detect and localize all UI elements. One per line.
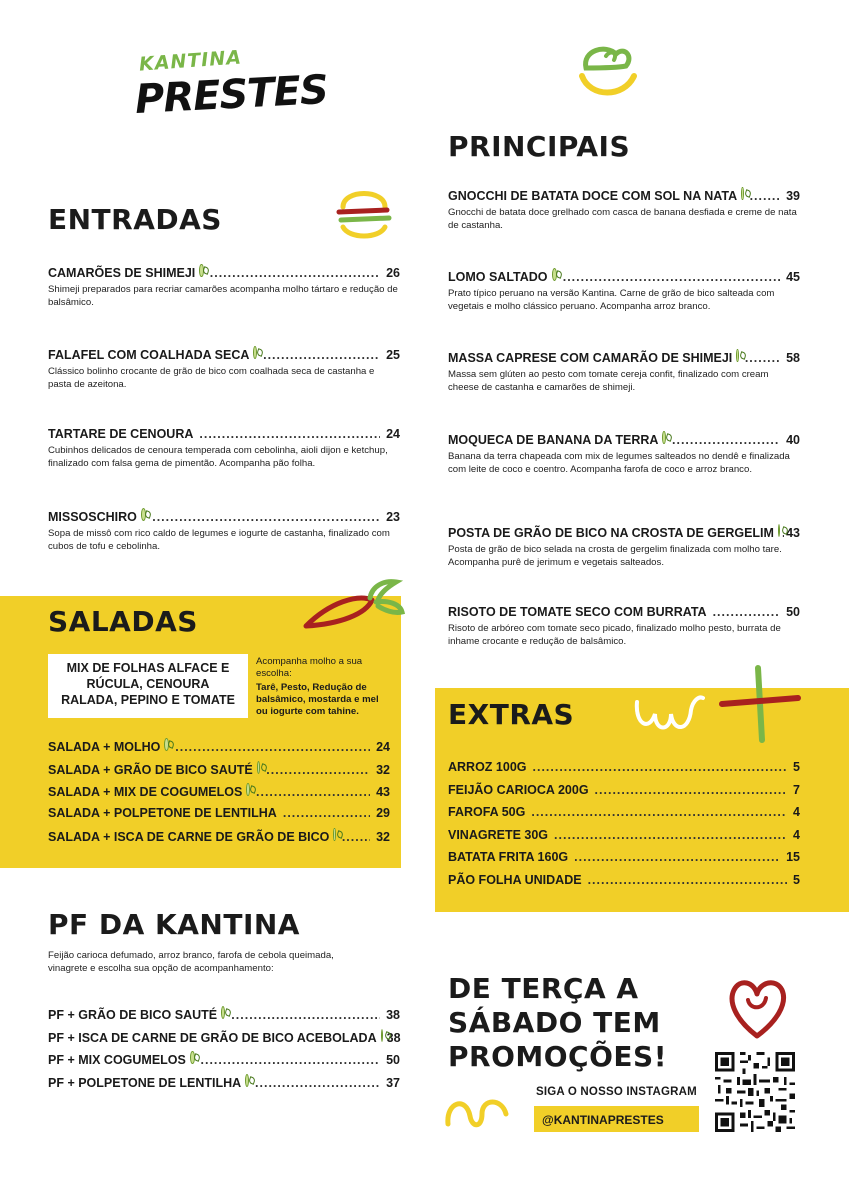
item-description: Sopa de missô com rico caldo de legumes e iogurte de castanha, finalizado com cubos de tofu e cebolinha. [48,528,390,552]
burger-doodle-icon [335,185,393,243]
item-name: PF + POLPETONE DE LENTILHA [48,1075,242,1090]
vegan-leaf-icon [221,1006,225,1019]
item-price: 38 [386,1030,401,1045]
item-description: Risoto de arbóreo com tomate seco picado, finalizado molho pesto, burrata de inhame crocante e redução de balsâmico. [448,623,781,647]
entradas-item-1 [48,264,400,309]
item-price: 50 [786,605,800,619]
extras-item-4 [448,828,800,851]
principais-item-4 [448,431,800,476]
item-price: 32 [376,762,390,777]
item-name: ARROZ 100G [448,760,527,774]
instagram-handle[interactable] [534,1106,699,1132]
vegan-leaf-icon [741,187,743,200]
extras-item-3 [448,805,800,828]
item-description: Posta de grão de bico selada na crosta de gergelim finalizada com molho tare. Acompanha purê de jerimum e vegetais salteados. [448,544,782,568]
item-name: BATATA FRITA 160G [448,850,569,864]
item-price: 5 [793,872,800,887]
entradas-item-3 [48,427,400,470]
item-price: 4 [793,805,800,819]
vegan-leaf-icon [253,346,257,359]
pf-item-3 [48,1051,400,1074]
item-price: 38 [386,1008,400,1022]
saladas-item-2 [48,761,390,784]
saladas-base-text: MIX DE FOLHAS ALFACE E RÚCULA, CENOURA RALADA, PEPINO E TOMATE [61,661,235,707]
saladas-note [256,656,390,718]
qr-code-icon[interactable] [715,1052,795,1132]
saladas-item-1 [48,738,390,761]
item-price: 32 [376,830,390,844]
item-price: 7 [793,782,800,797]
vegan-leaf-icon [662,431,666,444]
item-price: 4 [793,827,800,842]
saladas-item-5 [48,828,390,851]
brand-logo-top: KANTINA [138,46,243,76]
item-name: FEIJÃO CARIOCA 200G [448,782,589,797]
item-name: SALADA + MIX DE COGUMELOS [48,785,243,799]
vegan-leaf-icon [381,1029,383,1042]
plus-doodle-icon [718,664,802,744]
item-name: MASSA CAPRESE COM CAMARÃO DE SHIMEJI [448,351,733,365]
entradas-item-2 [48,346,400,391]
brand-logo-bottom: PRESTES [133,66,329,124]
vegan-leaf-icon [333,828,335,841]
item-name: SALADA + MOLHO [48,740,161,754]
vegan-leaf-icon [246,783,250,796]
item-name: MOQUECA DE BANANA DA TERRA [448,433,659,447]
instagram-handle-text: @KANTINAPRESTES [542,1113,664,1127]
item-name: PF + ISCA DE CARNE DE GRÃO DE BICO ACEBOLADA [48,1030,377,1045]
item-name: TARTARE DE CENOURA [48,427,194,441]
extras-item-5 [448,850,800,873]
pf-title: PF DA KANTINA [48,908,300,941]
item-name: SALADA + POLPETONE DE LENTILHA [48,805,277,820]
item-name: VINAGRETE 30G [448,827,549,842]
vegan-leaf-icon [257,761,261,774]
item-description: Banana da terra chapeada com mix de legumes salteados no dendê e finalizada com leite de coco e coentro. Acompanha farofa de coco e arroz branco. [448,451,790,475]
item-description: Shimeji preparados para recriar camarões acompanha molho tártaro e redução de balsâmico. [48,284,398,308]
item-price: 26 [386,266,400,280]
item-name: GNOCCHI DE BATATA DOCE COM SOL NA NATA [448,189,738,203]
principais-item-3 [448,349,800,394]
principais-title: PRINCIPAIS [448,130,631,163]
item-price: 29 [376,805,390,820]
vegan-leaf-icon [164,738,169,751]
heart-doodle-icon [726,976,788,1042]
item-price: 39 [786,189,800,203]
vegan-leaf-icon [552,268,557,281]
promo-headline [448,972,667,1074]
saladas-note-intro: Acompanha molho a sua escolha: [256,656,363,679]
squiggle-doodle-icon [442,1092,512,1136]
vegan-leaf-icon [245,1074,249,1087]
item-description: Prato típico peruano na versão Kantina. Carne de grão de bico salteada com vegetais e molho clássico peruano. Acompanha arroz branco. [448,288,775,312]
item-price: 40 [786,433,800,447]
principais-item-6 [448,605,800,648]
pf-item-4 [48,1074,400,1097]
carrot-doodle-icon [300,574,410,634]
pf-item-2 [48,1029,400,1052]
principais-item-1 [448,187,800,232]
saladas-title: SALADAS [48,605,198,638]
vegan-leaf-icon [199,264,204,277]
extras-item-1 [448,760,800,783]
entradas-title: ENTRADAS [48,203,222,236]
vegan-leaf-icon [190,1051,195,1064]
promo-line-2: SÁBADO TEM [448,1006,661,1039]
item-name: PÃO FOLHA UNIDADE [448,872,582,887]
saladas-note-options: Tarê, Pesto, Redução de balsâmico, mostarda e mel ou iogurte com tahine. [256,682,379,717]
saladas-item-3 [48,783,390,806]
principais-item-2 [448,268,800,313]
promo-line-3: PROMOÇÕES! [448,1040,667,1073]
item-price: 43 [376,785,390,799]
vegan-leaf-icon [141,508,146,521]
item-name: PF + MIX COGUMELOS [48,1053,186,1067]
extras-item-6 [448,873,800,896]
item-price: 37 [386,1075,400,1090]
item-description: Cubinhos delicados de cenoura temperada com cebolinha, aioli dijon e ketchup, finalizado com falsa gema de pimentão. Acompanha pão folha. [48,445,388,469]
brand-logo [133,46,329,135]
item-name: SALADA + GRÃO DE BICO SAUTÉ [48,762,253,777]
principais-item-5 [448,524,800,569]
item-name: POSTA DE GRÃO DE BICO NA CROSTA DE GERGELIM [448,526,774,540]
item-price: 24 [376,740,390,754]
item-name: FALAFEL COM COALHADA SECA [48,348,250,362]
item-name: LOMO SALTADO [448,270,548,284]
saladas-item-4 [48,806,390,829]
saladas-list [48,738,390,851]
entradas-item-4 [48,508,400,553]
item-name: CAMARÕES DE SHIMEJI [48,266,196,280]
item-name: PF + GRÃO DE BICO SAUTÉ [48,1008,218,1022]
vegan-leaf-icon [778,524,780,537]
item-price: 50 [386,1053,400,1067]
item-name: FAROFA 50G [448,805,526,819]
extras-title: EXTRAS [448,698,575,731]
extras-item-2 [448,783,800,806]
item-price: 23 [386,510,400,524]
item-price: 24 [386,427,400,441]
promo-line-1: DE TERÇA A [448,972,639,1005]
smiley-doodle-icon [576,42,640,100]
item-name: SALADA + ISCA DE CARNE DE GRÃO DE BICO [48,830,330,844]
item-price: 15 [786,850,800,864]
saladas-base-box [48,654,248,718]
squiggle-doodle-icon [633,688,705,734]
item-description: Gnocchi de batata doce grelhado com casca de banana desfiada e creme de nata de castanha. [448,207,797,231]
item-description: Clássico bolinho crocante de grão de bico com coalhada seca de castanha e pasta de azeitona. [48,366,375,390]
vegan-leaf-icon [736,349,739,362]
pf-description: Feijão carioca defumado, arroz branco, farofa de cebola queimada, vinagrete e escolha sua opção de acompanhamento: [48,950,334,974]
item-name: MISSOSCHIRO [48,510,137,524]
item-name: RISOTO DE TOMATE SECO COM BURRATA [448,605,707,619]
item-price: 58 [786,351,800,365]
item-price: 43 [786,526,800,540]
extras-list [448,760,800,895]
item-price: 45 [786,270,800,284]
pf-item-1 [48,1006,400,1029]
item-price: 25 [386,348,400,362]
item-description: Massa sem glúten ao pesto com tomate cereja confit, finalizado com cream cheese de castanha e camarões de shimeji. [448,369,769,393]
instagram-label: SIGA O NOSSO INSTAGRAM [536,1086,697,1098]
item-price: 5 [793,760,800,774]
pf-list [48,1006,400,1096]
